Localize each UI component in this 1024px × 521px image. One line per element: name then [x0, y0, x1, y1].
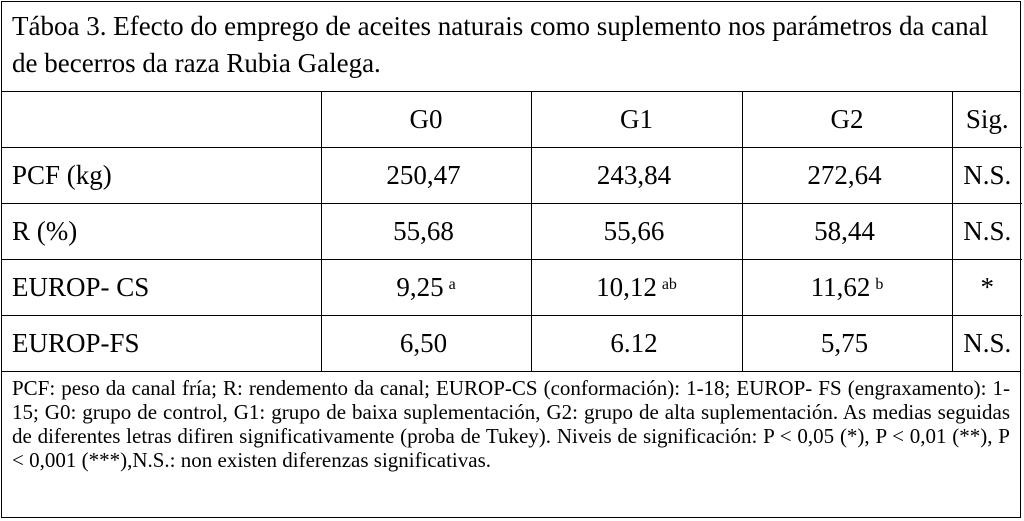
cell-g2: [742, 260, 952, 316]
cell-g0: [321, 260, 531, 316]
cell-value: 9,25: [396, 272, 444, 302]
header-cell-sig: Sig.: [965, 104, 1009, 134]
row-label: EUROP- CS: [2, 260, 321, 316]
table-row: [2, 260, 1022, 316]
cell-sig: N.S.: [952, 148, 1022, 204]
cell-value: 6,50: [399, 328, 448, 358]
cell-sig: N.S.: [952, 316, 1022, 372]
table-row: [2, 204, 1022, 260]
cell-g2: [742, 204, 952, 260]
cell-g1: [531, 316, 742, 372]
row-label: R (%): [2, 204, 321, 260]
cell-g0: [321, 316, 531, 372]
table-caption: Táboa 3. Efecto do emprego de aceites naturais como suplemento nos parámetros da canal de becerros da raza Rubia Galega.: [2, 2, 1020, 92]
cell-value: 243,84: [596, 160, 672, 190]
cell-g0: [321, 148, 531, 204]
significance-letter: ab: [661, 276, 677, 293]
header-cell-g0: G0: [321, 92, 531, 148]
cell-g2: [742, 148, 952, 204]
data-table: [2, 92, 1022, 371]
cell-value: 55,68: [393, 216, 454, 246]
table-header-row: [2, 92, 1022, 148]
cell-value: 272,64: [807, 160, 882, 190]
table-footnote: PCF: peso da canal fría; R: rendemento da canal; EUROP-CS (conformación): 1-18; EUROP- FS (engraxamento): 1-15; G0: grupo de control, G1: grupo de baixa suplementación, G2: grupo de alta suplementación. As medias seguidas de diferentes letras difiren significativamente (proba de Tukey). Niveis de significación: P < 0,05 (*), P < 0,01 (**), P < 0,001 (***),N.S.: non existen diferenzas significativas.: [2, 371, 1020, 472]
cell-g1: [531, 204, 742, 260]
cell-sig: N.S.: [952, 204, 1022, 260]
cell-value: 6.12: [610, 328, 658, 358]
cell-g0: [321, 204, 531, 260]
row-label: EUROP-FS: [2, 316, 321, 372]
cell-value: 250,47: [386, 160, 461, 190]
table-frame: [1, 1, 1021, 518]
cell-sig: *: [952, 260, 1022, 316]
cell-g1: [531, 260, 742, 316]
table-row: [2, 316, 1022, 372]
cell-value: 10,12: [596, 272, 657, 302]
cell-value: 58,44: [814, 216, 875, 246]
header-cell-empty: [2, 92, 321, 148]
cell-g1: [531, 148, 742, 204]
significance-letter: b: [875, 276, 884, 293]
header-cell-g1: G1: [531, 92, 742, 148]
header-cell-g2: G2: [742, 92, 952, 148]
significance-letter: a: [448, 276, 456, 293]
cell-value: 55,66: [603, 216, 665, 246]
cell-value: 11,62: [810, 272, 871, 302]
table-row: [2, 148, 1022, 204]
cell-g2: [742, 316, 952, 372]
cell-value: 5,75: [820, 328, 869, 358]
row-label: PCF (kg): [2, 148, 321, 204]
